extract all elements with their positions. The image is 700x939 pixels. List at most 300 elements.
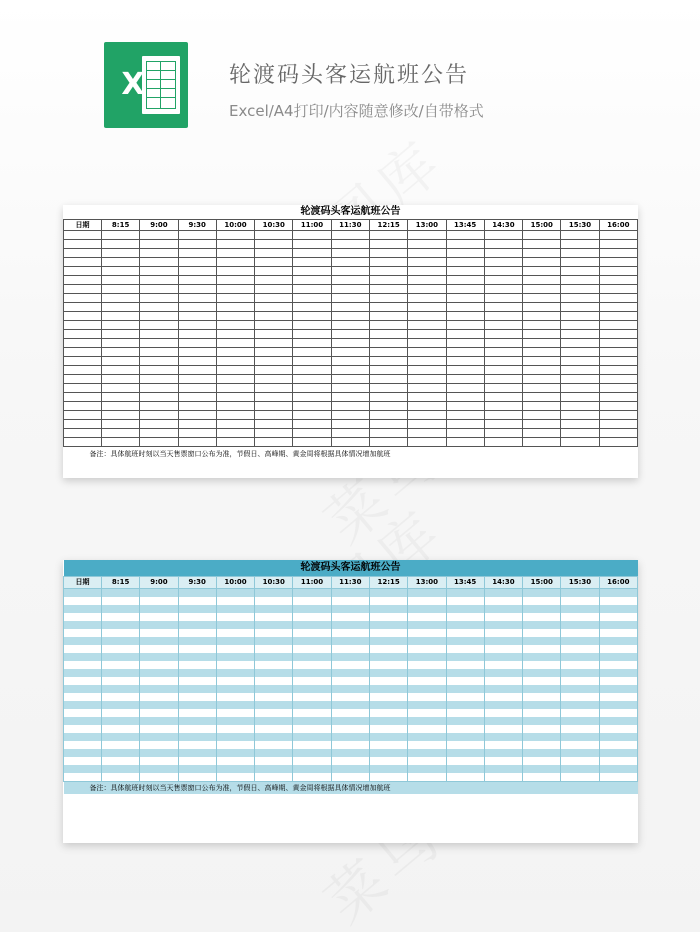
table-cell[interactable] [331, 741, 369, 749]
table-cell[interactable] [178, 677, 216, 685]
table-cell[interactable] [523, 677, 561, 685]
table-cell[interactable] [408, 653, 446, 661]
table-cell[interactable] [523, 741, 561, 749]
table-cell[interactable] [255, 741, 293, 749]
table-cell[interactable] [484, 393, 522, 402]
table-cell[interactable] [140, 303, 178, 312]
table-cell[interactable] [446, 339, 484, 348]
table-cell[interactable] [599, 303, 637, 312]
table-cell[interactable] [178, 757, 216, 765]
table-cell[interactable] [599, 366, 637, 375]
table-cell[interactable] [561, 303, 599, 312]
table-cell[interactable] [446, 589, 484, 598]
table-cell[interactable] [64, 765, 102, 773]
table-cell[interactable] [408, 267, 446, 276]
table-cell[interactable] [140, 629, 178, 637]
table-cell[interactable] [408, 669, 446, 677]
table-cell[interactable] [369, 709, 407, 717]
table-cell[interactable] [446, 629, 484, 637]
table-cell[interactable] [446, 661, 484, 669]
table-cell[interactable] [523, 685, 561, 693]
table-cell[interactable] [293, 757, 331, 765]
table-cell[interactable] [446, 393, 484, 402]
table-cell[interactable] [64, 621, 102, 629]
table-cell[interactable] [64, 375, 102, 384]
table-cell[interactable] [293, 613, 331, 621]
table-cell[interactable] [369, 589, 407, 598]
table-cell[interactable] [293, 645, 331, 653]
table-cell[interactable] [140, 357, 178, 366]
table-cell[interactable] [331, 249, 369, 258]
table-cell[interactable] [293, 725, 331, 733]
table-cell[interactable] [331, 733, 369, 741]
table-cell[interactable] [599, 330, 637, 339]
table-cell[interactable] [369, 741, 407, 749]
table-cell[interactable] [178, 330, 216, 339]
table-cell[interactable] [331, 267, 369, 276]
table-cell[interactable] [216, 357, 254, 366]
table-cell[interactable] [178, 701, 216, 709]
table-cell[interactable] [255, 285, 293, 294]
table-cell[interactable] [446, 384, 484, 393]
table-cell[interactable] [64, 339, 102, 348]
table-cell[interactable] [102, 597, 140, 605]
table-cell[interactable] [369, 685, 407, 693]
table-cell[interactable] [64, 757, 102, 765]
table-cell[interactable] [140, 717, 178, 725]
table-cell[interactable] [369, 420, 407, 429]
table-cell[interactable] [599, 709, 637, 717]
table-cell[interactable] [140, 330, 178, 339]
table-cell[interactable] [293, 321, 331, 330]
table-cell[interactable] [102, 709, 140, 717]
table-cell[interactable] [140, 741, 178, 749]
table-cell[interactable] [484, 303, 522, 312]
table-cell[interactable] [446, 765, 484, 773]
table-cell[interactable] [293, 411, 331, 420]
table-cell[interactable] [216, 605, 254, 613]
table-cell[interactable] [484, 231, 522, 240]
table-cell[interactable] [599, 653, 637, 661]
table-cell[interactable] [178, 240, 216, 249]
table-cell[interactable] [255, 677, 293, 685]
table-cell[interactable] [293, 420, 331, 429]
table-cell[interactable] [216, 685, 254, 693]
table-cell[interactable] [408, 438, 446, 447]
table-cell[interactable] [599, 733, 637, 741]
table-cell[interactable] [484, 653, 522, 661]
table-cell[interactable] [369, 348, 407, 357]
table-cell[interactable] [446, 677, 484, 685]
table-cell[interactable] [446, 709, 484, 717]
table-cell[interactable] [484, 438, 522, 447]
table-cell[interactable] [369, 725, 407, 733]
table-cell[interactable] [561, 294, 599, 303]
table-cell[interactable] [523, 240, 561, 249]
table-cell[interactable] [599, 685, 637, 693]
table-cell[interactable] [64, 773, 102, 782]
table-cell[interactable] [446, 366, 484, 375]
table-cell[interactable] [216, 613, 254, 621]
table-cell[interactable] [331, 605, 369, 613]
table-cell[interactable] [523, 621, 561, 629]
table-cell[interactable] [599, 693, 637, 701]
table-cell[interactable] [255, 701, 293, 709]
table-cell[interactable] [561, 741, 599, 749]
table-cell[interactable] [599, 339, 637, 348]
table-cell[interactable] [293, 267, 331, 276]
table-cell[interactable] [408, 285, 446, 294]
table-cell[interactable] [369, 773, 407, 782]
table-cell[interactable] [523, 605, 561, 613]
table-cell[interactable] [561, 366, 599, 375]
table-cell[interactable] [599, 645, 637, 653]
table-cell[interactable] [140, 276, 178, 285]
table-cell[interactable] [64, 330, 102, 339]
table-cell[interactable] [255, 249, 293, 258]
table-cell[interactable] [140, 438, 178, 447]
table-cell[interactable] [178, 438, 216, 447]
table-cell[interactable] [484, 384, 522, 393]
table-cell[interactable] [331, 765, 369, 773]
table-cell[interactable] [484, 267, 522, 276]
table-cell[interactable] [331, 613, 369, 621]
table-cell[interactable] [484, 258, 522, 267]
table-cell[interactable] [523, 321, 561, 330]
table-cell[interactable] [369, 375, 407, 384]
table-cell[interactable] [293, 765, 331, 773]
table-cell[interactable] [484, 685, 522, 693]
table-cell[interactable] [369, 240, 407, 249]
table-cell[interactable] [446, 733, 484, 741]
table-cell[interactable] [446, 773, 484, 782]
table-cell[interactable] [331, 348, 369, 357]
table-cell[interactable] [293, 249, 331, 258]
table-cell[interactable] [140, 613, 178, 621]
table-cell[interactable] [599, 258, 637, 267]
table-cell[interactable] [523, 645, 561, 653]
table-cell[interactable] [216, 303, 254, 312]
table-cell[interactable] [484, 429, 522, 438]
table-cell[interactable] [331, 276, 369, 285]
table-cell[interactable] [216, 749, 254, 757]
table-cell[interactable] [64, 357, 102, 366]
table-cell[interactable] [64, 294, 102, 303]
table-cell[interactable] [446, 276, 484, 285]
table-cell[interactable] [178, 741, 216, 749]
table-cell[interactable] [599, 621, 637, 629]
table-cell[interactable] [216, 366, 254, 375]
table-cell[interactable] [599, 613, 637, 621]
table-cell[interactable] [102, 717, 140, 725]
table-cell[interactable] [484, 701, 522, 709]
table-cell[interactable] [369, 765, 407, 773]
table-cell[interactable] [523, 653, 561, 661]
table-cell[interactable] [140, 765, 178, 773]
table-cell[interactable] [140, 773, 178, 782]
table-cell[interactable] [64, 438, 102, 447]
table-cell[interactable] [408, 294, 446, 303]
table-cell[interactable] [216, 321, 254, 330]
table-cell[interactable] [446, 258, 484, 267]
table-cell[interactable] [446, 685, 484, 693]
table-cell[interactable] [140, 258, 178, 267]
table-cell[interactable] [102, 757, 140, 765]
table-cell[interactable] [255, 384, 293, 393]
table-cell[interactable] [178, 384, 216, 393]
table-cell[interactable] [523, 402, 561, 411]
table-cell[interactable] [102, 393, 140, 402]
table-cell[interactable] [102, 258, 140, 267]
table-cell[interactable] [331, 339, 369, 348]
table-cell[interactable] [178, 285, 216, 294]
table-cell[interactable] [484, 605, 522, 613]
table-cell[interactable] [446, 701, 484, 709]
table-cell[interactable] [561, 357, 599, 366]
table-cell[interactable] [255, 709, 293, 717]
table-cell[interactable] [446, 240, 484, 249]
table-cell[interactable] [369, 357, 407, 366]
table-cell[interactable] [523, 637, 561, 645]
table-cell[interactable] [178, 411, 216, 420]
table-cell[interactable] [178, 653, 216, 661]
table-cell[interactable] [599, 749, 637, 757]
table-cell[interactable] [446, 429, 484, 438]
table-cell[interactable] [369, 605, 407, 613]
table-cell[interactable] [64, 613, 102, 621]
table-cell[interactable] [102, 661, 140, 669]
table-cell[interactable] [331, 366, 369, 375]
table-cell[interactable] [599, 294, 637, 303]
table-cell[interactable] [561, 348, 599, 357]
table-cell[interactable] [255, 693, 293, 701]
table-cell[interactable] [523, 765, 561, 773]
table-cell[interactable] [484, 348, 522, 357]
table-cell[interactable] [255, 393, 293, 402]
table-cell[interactable] [484, 669, 522, 677]
table-cell[interactable] [408, 312, 446, 321]
table-cell[interactable] [523, 589, 561, 598]
table-cell[interactable] [523, 669, 561, 677]
table-cell[interactable] [216, 231, 254, 240]
table-cell[interactable] [293, 661, 331, 669]
table-cell[interactable] [178, 749, 216, 757]
table-cell[interactable] [216, 420, 254, 429]
table-cell[interactable] [216, 438, 254, 447]
table-cell[interactable] [408, 597, 446, 605]
table-cell[interactable] [523, 267, 561, 276]
table-cell[interactable] [255, 725, 293, 733]
table-cell[interactable] [369, 384, 407, 393]
table-cell[interactable] [102, 357, 140, 366]
table-cell[interactable] [178, 597, 216, 605]
table-cell[interactable] [331, 321, 369, 330]
table-cell[interactable] [255, 613, 293, 621]
table-cell[interactable] [331, 685, 369, 693]
table-cell[interactable] [446, 693, 484, 701]
table-cell[interactable] [408, 411, 446, 420]
table-cell[interactable] [369, 645, 407, 653]
table-cell[interactable] [446, 375, 484, 384]
table-cell[interactable] [599, 757, 637, 765]
table-cell[interactable] [484, 645, 522, 653]
table-cell[interactable] [216, 637, 254, 645]
table-cell[interactable] [484, 294, 522, 303]
table-cell[interactable] [369, 629, 407, 637]
table-cell[interactable] [255, 438, 293, 447]
table-cell[interactable] [255, 661, 293, 669]
table-cell[interactable] [484, 773, 522, 782]
table-cell[interactable] [561, 597, 599, 605]
table-cell[interactable] [255, 429, 293, 438]
table-cell[interactable] [255, 669, 293, 677]
table-cell[interactable] [446, 717, 484, 725]
table-cell[interactable] [599, 231, 637, 240]
table-cell[interactable] [102, 749, 140, 757]
table-cell[interactable] [561, 765, 599, 773]
table-cell[interactable] [178, 589, 216, 598]
table-cell[interactable] [408, 773, 446, 782]
table-cell[interactable] [293, 330, 331, 339]
table-cell[interactable] [446, 312, 484, 321]
table-cell[interactable] [216, 701, 254, 709]
table-cell[interactable] [216, 629, 254, 637]
table-cell[interactable] [599, 637, 637, 645]
table-cell[interactable] [599, 669, 637, 677]
table-cell[interactable] [102, 303, 140, 312]
table-cell[interactable] [293, 709, 331, 717]
table-cell[interactable] [484, 366, 522, 375]
table-cell[interactable] [561, 669, 599, 677]
table-cell[interactable] [484, 276, 522, 285]
table-cell[interactable] [64, 733, 102, 741]
table-cell[interactable] [331, 411, 369, 420]
table-cell[interactable] [599, 384, 637, 393]
table-cell[interactable] [140, 429, 178, 438]
table-cell[interactable] [140, 348, 178, 357]
table-cell[interactable] [216, 773, 254, 782]
table-cell[interactable] [178, 613, 216, 621]
table-cell[interactable] [446, 321, 484, 330]
table-cell[interactable] [484, 312, 522, 321]
table-cell[interactable] [484, 749, 522, 757]
table-cell[interactable] [331, 653, 369, 661]
table-cell[interactable] [293, 303, 331, 312]
table-cell[interactable] [408, 231, 446, 240]
table-cell[interactable] [178, 725, 216, 733]
table-cell[interactable] [178, 249, 216, 258]
table-cell[interactable] [599, 375, 637, 384]
table-cell[interactable] [64, 669, 102, 677]
table-cell[interactable] [293, 701, 331, 709]
table-cell[interactable] [446, 597, 484, 605]
table-cell[interactable] [369, 267, 407, 276]
table-cell[interactable] [64, 637, 102, 645]
table-cell[interactable] [331, 749, 369, 757]
table-cell[interactable] [255, 303, 293, 312]
table-cell[interactable] [369, 258, 407, 267]
table-cell[interactable] [484, 339, 522, 348]
table-cell[interactable] [178, 339, 216, 348]
table-cell[interactable] [484, 589, 522, 598]
table-cell[interactable] [255, 420, 293, 429]
table-cell[interactable] [561, 613, 599, 621]
table-cell[interactable] [446, 669, 484, 677]
table-cell[interactable] [484, 757, 522, 765]
table-cell[interactable] [255, 637, 293, 645]
table-cell[interactable] [331, 375, 369, 384]
table-cell[interactable] [369, 231, 407, 240]
table-cell[interactable] [523, 613, 561, 621]
table-cell[interactable] [255, 621, 293, 629]
table-cell[interactable] [331, 240, 369, 249]
table-cell[interactable] [523, 438, 561, 447]
table-cell[interactable] [64, 685, 102, 693]
table-cell[interactable] [331, 637, 369, 645]
table-cell[interactable] [561, 645, 599, 653]
table-cell[interactable] [140, 637, 178, 645]
table-cell[interactable] [369, 249, 407, 258]
table-cell[interactable] [64, 661, 102, 669]
table-cell[interactable] [216, 693, 254, 701]
table-cell[interactable] [255, 240, 293, 249]
table-cell[interactable] [446, 294, 484, 303]
table-cell[interactable] [484, 717, 522, 725]
table-cell[interactable] [523, 757, 561, 765]
table-cell[interactable] [408, 637, 446, 645]
table-cell[interactable] [255, 402, 293, 411]
table-cell[interactable] [369, 717, 407, 725]
table-cell[interactable] [255, 366, 293, 375]
table-cell[interactable] [408, 249, 446, 258]
table-cell[interactable] [331, 420, 369, 429]
table-cell[interactable] [102, 605, 140, 613]
table-cell[interactable] [64, 321, 102, 330]
table-cell[interactable] [484, 677, 522, 685]
table-cell[interactable] [523, 285, 561, 294]
table-cell[interactable] [102, 276, 140, 285]
table-cell[interactable] [408, 420, 446, 429]
table-cell[interactable] [255, 339, 293, 348]
table-cell[interactable] [599, 661, 637, 669]
table-cell[interactable] [408, 402, 446, 411]
table-cell[interactable] [523, 384, 561, 393]
table-cell[interactable] [599, 240, 637, 249]
table-cell[interactable] [140, 621, 178, 629]
table-cell[interactable] [369, 366, 407, 375]
table-cell[interactable] [523, 709, 561, 717]
table-cell[interactable] [331, 393, 369, 402]
table-cell[interactable] [408, 693, 446, 701]
table-cell[interactable] [178, 420, 216, 429]
table-cell[interactable] [523, 725, 561, 733]
table-cell[interactable] [523, 733, 561, 741]
table-cell[interactable] [293, 375, 331, 384]
table-cell[interactable] [293, 589, 331, 598]
table-cell[interactable] [216, 348, 254, 357]
table-cell[interactable] [216, 765, 254, 773]
table-cell[interactable] [331, 621, 369, 629]
table-cell[interactable] [561, 285, 599, 294]
table-cell[interactable] [484, 725, 522, 733]
table-cell[interactable] [331, 285, 369, 294]
table-cell[interactable] [216, 276, 254, 285]
table-cell[interactable] [523, 249, 561, 258]
table-cell[interactable] [64, 402, 102, 411]
table-cell[interactable] [216, 384, 254, 393]
table-cell[interactable] [293, 717, 331, 725]
table-cell[interactable] [64, 258, 102, 267]
